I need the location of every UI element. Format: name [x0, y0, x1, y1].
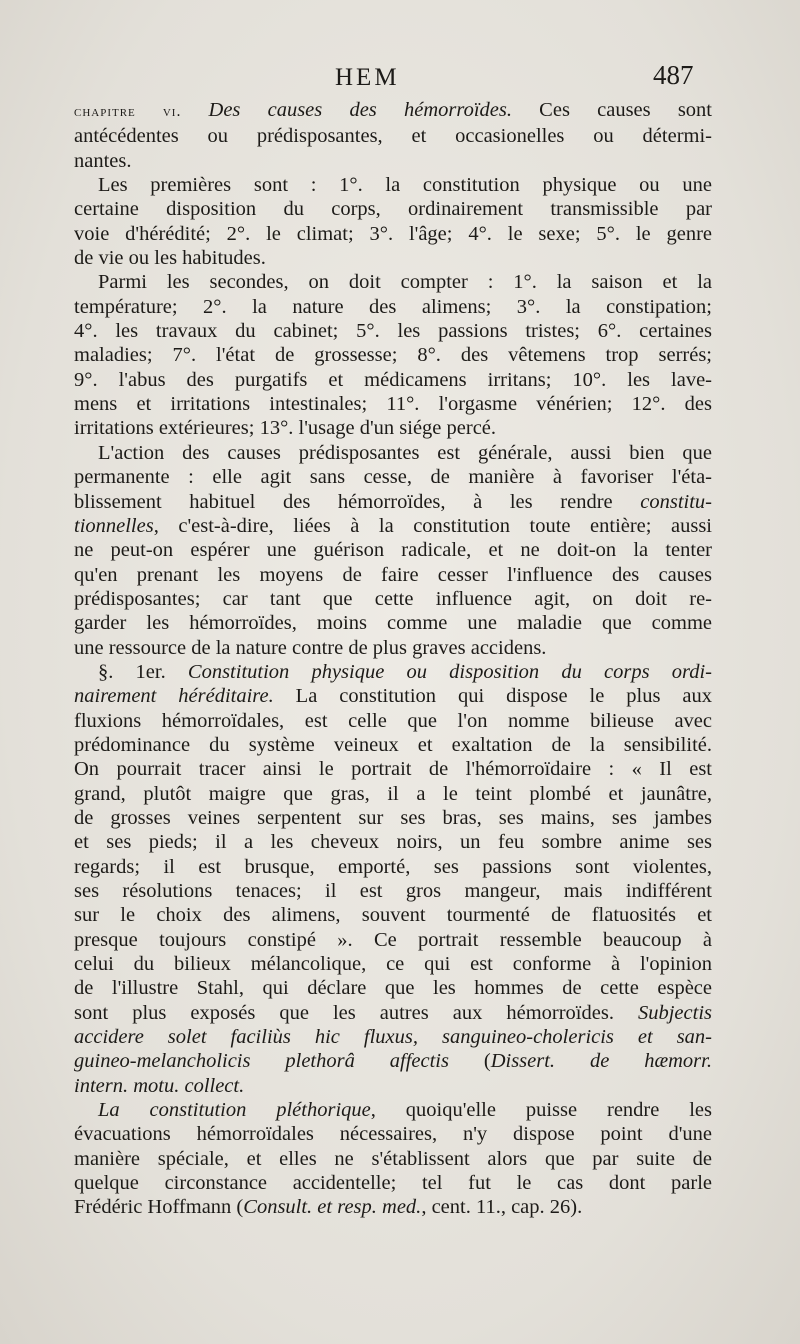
text-run: qu'en prenant les moyens de faire cesser l'influence des causes	[74, 563, 712, 586]
text-run: une ressource de la nature contre de plus graves accidens.	[74, 636, 547, 659]
text-run: Les premières sont : 1°. la constitution physique ou une	[98, 174, 712, 197]
text-run: permanente : elle agit sans cesse, de manière à favoriser l'éta-	[74, 466, 712, 489]
text-line	[74, 611, 712, 635]
text-line	[74, 879, 712, 903]
text-run: de vie ou les habitudes.	[74, 247, 266, 270]
body-text	[74, 98, 712, 1220]
text-line	[74, 903, 712, 927]
text-line	[74, 855, 712, 879]
text-run: Constitution physique ou disposition du corps ordi-	[187, 660, 712, 683]
text-line	[74, 733, 712, 757]
text-run: ses résolutions tenaces; il est gros mangeur, mais indifférent	[74, 880, 712, 902]
text-run: garder les hémorroïdes, moins comme une maladie que comme	[74, 612, 712, 635]
text-run: tionnelles	[74, 514, 154, 537]
text-run: blissement habituel des hémorroïdes, à les rendre	[74, 490, 641, 513]
text-run: accidere solet faciliùs hic fluxus, sanguineo-cholericis et san-	[74, 1026, 712, 1049]
text-line	[74, 952, 712, 976]
text-line	[74, 1001, 712, 1025]
text-line	[74, 757, 712, 781]
text-run: certaine disposition du corps, ordinairement transmissible par	[74, 198, 712, 221]
text-line	[74, 1122, 712, 1146]
page-number: 487	[653, 60, 694, 90]
text-run: manière spéciale, et elles ne s'établissent alors que par suite de	[74, 1147, 712, 1170]
text-line	[74, 660, 712, 684]
text-run: La constitution pléthorique	[98, 1099, 371, 1122]
text-line	[74, 222, 712, 246]
text-run: nairement héréditaire.	[74, 685, 274, 708]
running-head: HEM	[335, 64, 400, 91]
text-run: presque toujours constipé ». Ce portrait ressemble beaucoup à	[74, 928, 712, 951]
text-line	[74, 98, 712, 124]
text-line	[74, 124, 712, 148]
text-run: intern. motu. collect.	[74, 1074, 245, 1097]
text-line	[74, 538, 712, 562]
text-run: ne peut-on espérer une guérison radicale, et ne doit-on la tenter	[74, 539, 712, 562]
text-run: 4°. les travaux du cabinet; 5°. les passions tristes; 6°. certaines	[74, 320, 712, 343]
text-line	[74, 1074, 712, 1098]
text-line	[74, 441, 712, 465]
text-line	[74, 1098, 712, 1122]
text-run: L'action des causes prédisposantes est générale, aussi bien que	[98, 441, 712, 464]
text-run: §. 1er.	[98, 660, 188, 683]
text-run: Ces causes sont	[511, 99, 712, 121]
text-line	[74, 490, 712, 514]
text-run: fluxions hémorroïdales, est celle que l'on nomme bilieuse avec	[74, 709, 712, 732]
text-line	[74, 246, 712, 270]
text-run: guineo-melancholicis plethorâ affectis	[74, 1050, 449, 1073]
text-line	[74, 782, 712, 806]
text-run: chapitre vi.	[74, 103, 209, 120]
text-run: prédominance du système veineux et exaltation de la sensibilité.	[74, 733, 712, 756]
text-line	[74, 465, 712, 489]
text-run: Dissert. de hæmorr.	[490, 1050, 712, 1073]
text-run: nantes.	[74, 149, 132, 172]
text-run: maladies; 7°. l'état de grossesse; 8°. des vêtemens trop serrés;	[74, 344, 712, 367]
text-run: , quoiqu'elle puisse rendre les	[370, 1099, 712, 1122]
text-line	[74, 1025, 712, 1049]
text-line	[74, 270, 712, 294]
text-line	[74, 295, 712, 319]
text-run: regards; il est brusque, emporté, ses passions sont violentes,	[74, 855, 712, 878]
text-run: La constitution qui dispose le plus aux	[273, 685, 712, 708]
text-line	[74, 319, 712, 343]
text-run: Consult. et resp. med.	[243, 1196, 422, 1219]
text-line	[74, 684, 712, 708]
text-run: grand, plutôt maigre que gras, il a le teint plombé et jaunâtre,	[74, 782, 712, 805]
text-run: sur le choix des alimens, souvent tourmenté de flatuosités et	[74, 904, 712, 927]
text-run: 9°. l'abus des purgatifs et médicamens irritans; 10°. les lave-	[74, 368, 712, 391]
text-run: celui du bilieux mélancolique, ce qui est conforme à l'opinion	[74, 953, 712, 976]
text-run: voie d'hérédité; 2°. le climat; 3°. l'âge; 4°. le sexe; 5°. le genre	[74, 222, 712, 245]
text-run: sont plus exposés que les autres aux hémorroïdes.	[74, 1001, 638, 1024]
text-run: de l'illustre Stahl, qui déclare que les hommes de cette espèce	[74, 977, 712, 1000]
text-line	[74, 416, 712, 440]
text-line	[74, 806, 712, 830]
text-run: irritations extérieures; 13°. l'usage d'un siége percé.	[74, 417, 497, 440]
text-run: de grosses veines serpentent sur ses bras, ses mains, ses jambes	[74, 806, 712, 829]
text-run: , c'est-à-dire, liées à la constitution toute entière; aussi	[153, 514, 712, 537]
text-line	[74, 563, 712, 587]
text-line	[74, 343, 712, 367]
text-run: évacuations hémorroïdales nécessaires, n'y dispose point d'une	[74, 1123, 712, 1146]
text-line	[74, 830, 712, 854]
text-line	[74, 928, 712, 952]
text-run: Parmi les secondes, on doit compter : 1°. la saison et la	[98, 271, 712, 294]
text-line	[74, 173, 712, 197]
text-line	[74, 514, 712, 538]
text-run: quelque circonstance accidentelle; tel fut le cas dont parle	[74, 1172, 712, 1195]
text-line	[74, 197, 712, 221]
text-line	[74, 636, 712, 660]
text-line	[74, 149, 712, 173]
text-run: et ses pieds; il a les cheveux noirs, un feu sombre anime ses	[74, 831, 712, 854]
text-run: On pourrait tracer ainsi le portrait de l'hémorroïdaire : « Il est	[74, 758, 712, 781]
text-run: prédisposantes; car tant que cette influence agit, on doit re-	[74, 587, 712, 610]
text-run: Subjectis	[637, 1001, 712, 1024]
text-run: Frédéric Hoffmann (	[74, 1196, 244, 1219]
text-run: constitu-	[640, 490, 712, 513]
text-run: mens et irritations intestinales; 11°. l'orgasme vénérien; 12°. des	[74, 393, 712, 416]
text-line	[74, 392, 712, 416]
text-line	[74, 976, 712, 1000]
text-line	[74, 368, 712, 392]
text-run: Des causes des hémorroïdes.	[208, 99, 512, 121]
text-run: (	[448, 1050, 491, 1073]
text-line	[74, 709, 712, 733]
text-run: antécédentes ou prédisposantes, et occasionelles ou détermi-	[74, 125, 712, 148]
text-run: , cent. 11., cap. 26).	[421, 1196, 583, 1219]
text-run: température; 2°. la nature des alimens; 3°. la constipation;	[74, 295, 712, 318]
page-header	[0, 60, 800, 100]
text-line	[74, 1171, 712, 1195]
text-line	[74, 1147, 712, 1171]
text-line	[74, 1049, 712, 1073]
text-line	[74, 1195, 712, 1219]
text-line	[74, 587, 712, 611]
